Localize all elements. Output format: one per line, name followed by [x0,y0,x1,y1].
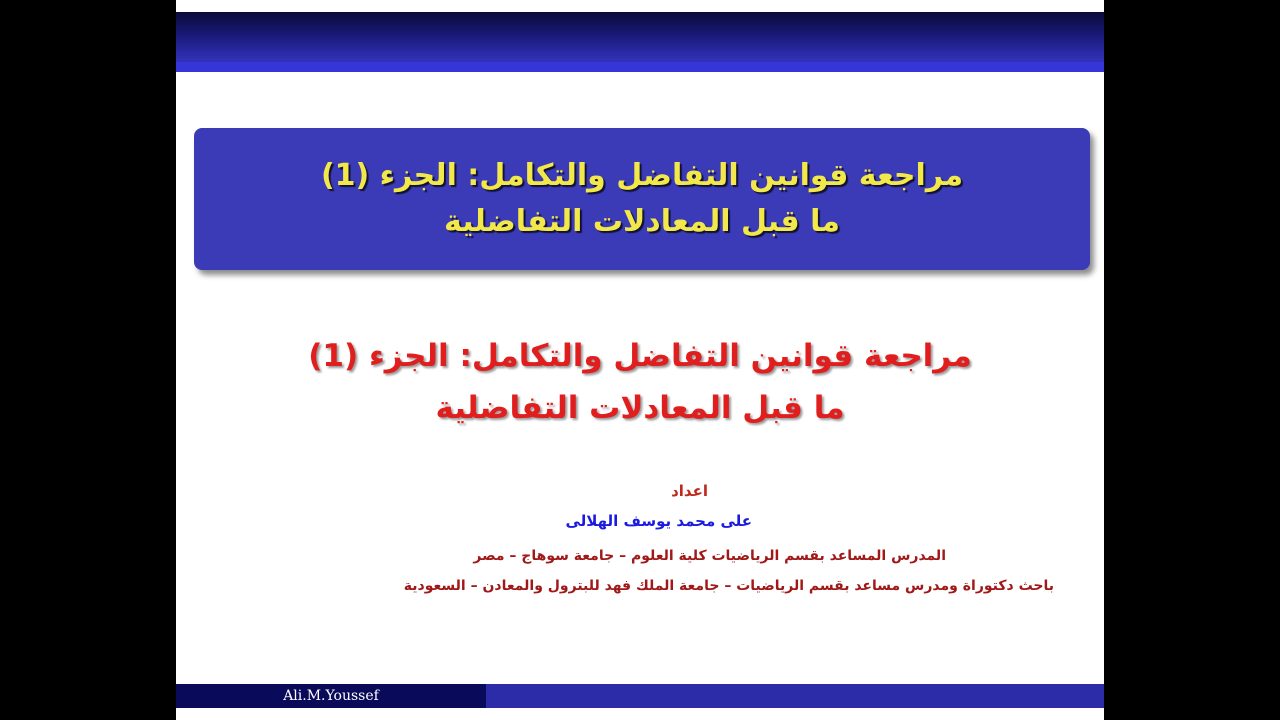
author-name: على محمد يوسف الهلالى [565,512,752,530]
main-title [176,330,1104,434]
footer-author-label: Ali.M.Youssef [176,684,486,708]
header-band [176,12,1104,72]
title-box-line-1: مراجعة قوانين التفاضل والتكامل: الجزء (1) [320,158,964,193]
prepared-by-label: اعداد [671,482,708,500]
footer-bar [176,684,1104,708]
title-box-line-2: ما قبل المعادلات التفاضلية [444,204,840,239]
footer-right-band [486,684,1104,708]
affiliation-line-1: المدرس المساعد بقسم الرياضيات كلية العلوم – جامعة سوهاج – مصر [473,548,946,564]
slide [176,0,1104,720]
main-title-line-2: ما قبل المعادلات التفاضلية [435,390,845,426]
title-box [194,128,1090,270]
affiliation-line-2: باحث دكتوراة ومدرس مساعد بقسم الرياضيات – جامعة الملك فهد للبترول والمعادن – السعودية [403,578,1054,594]
main-title-line-1: مراجعة قوانين التفاضل والتكامل: الجزء (1) [308,338,972,374]
